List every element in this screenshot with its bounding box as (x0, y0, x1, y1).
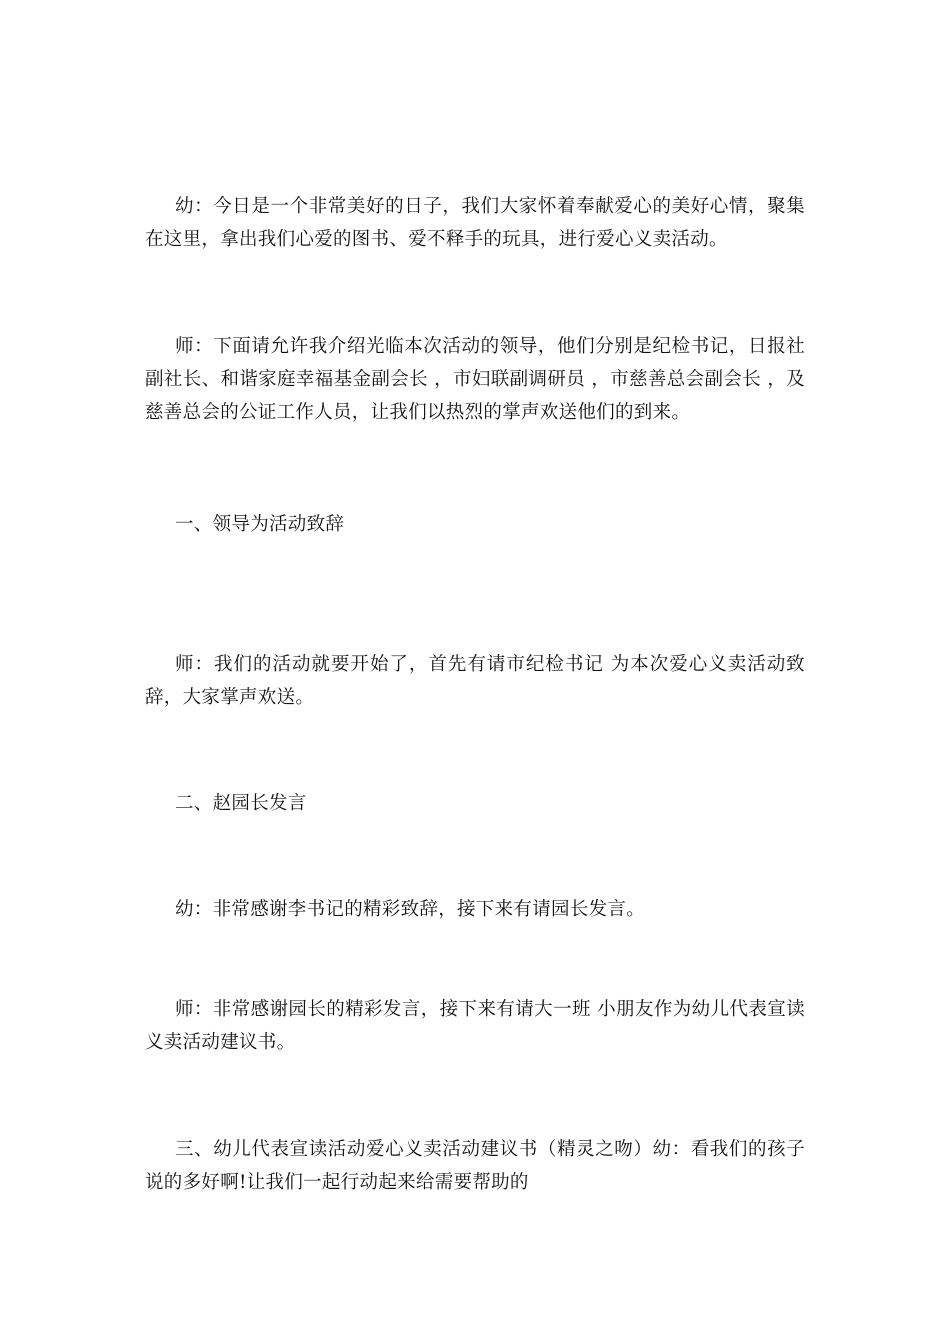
section-heading-leader-speech: 一、领导为活动致辞 (175, 514, 345, 535)
paragraph-thank-principal: 师：非常感谢园长的精彩发言，接下来有请大一班 小朋友作为幼儿代表宣读义卖活动建议书。 (145, 999, 805, 1053)
section-heading-principal-speech: 二、赵园长发言 (175, 793, 307, 814)
paragraph-thank-secretary: 幼：非常感谢李书记的精彩致辞，接下来有请园长发言。 (175, 899, 646, 920)
paragraph-invite-secretary: 师：我们的活动就要开始了，首先有请市纪检书记 为本次爱心义卖活动致辞，大家掌声欢送。 (145, 654, 805, 708)
paragraph-opening-child: 幼：今日是一个非常美好的日子，我们大家怀着奉献爱心的美好心情，聚集在这里，拿出我们心爱的图书、爱不释手的玩具，进行爱心义卖活动。 (145, 196, 805, 250)
paragraph-introduce-leaders: 师：下面请允许我介绍光临本次活动的领导，他们分别是纪检书记，日报社副社长、和谐家庭幸福基金副会长 ，市妇联副调研员 ，市慈善总会副会长 ，及慈善总会的公证工作人员，让我们以热烈的掌声欢送他们的到来。 (145, 336, 805, 423)
section-heading-proposal-reading: 三、幼儿代表宣读活动爱心义卖活动建议书（精灵之吻）幼：看我们的孩子说的多好啊!让我们一起行动起来给需要帮助的 (145, 1139, 805, 1193)
